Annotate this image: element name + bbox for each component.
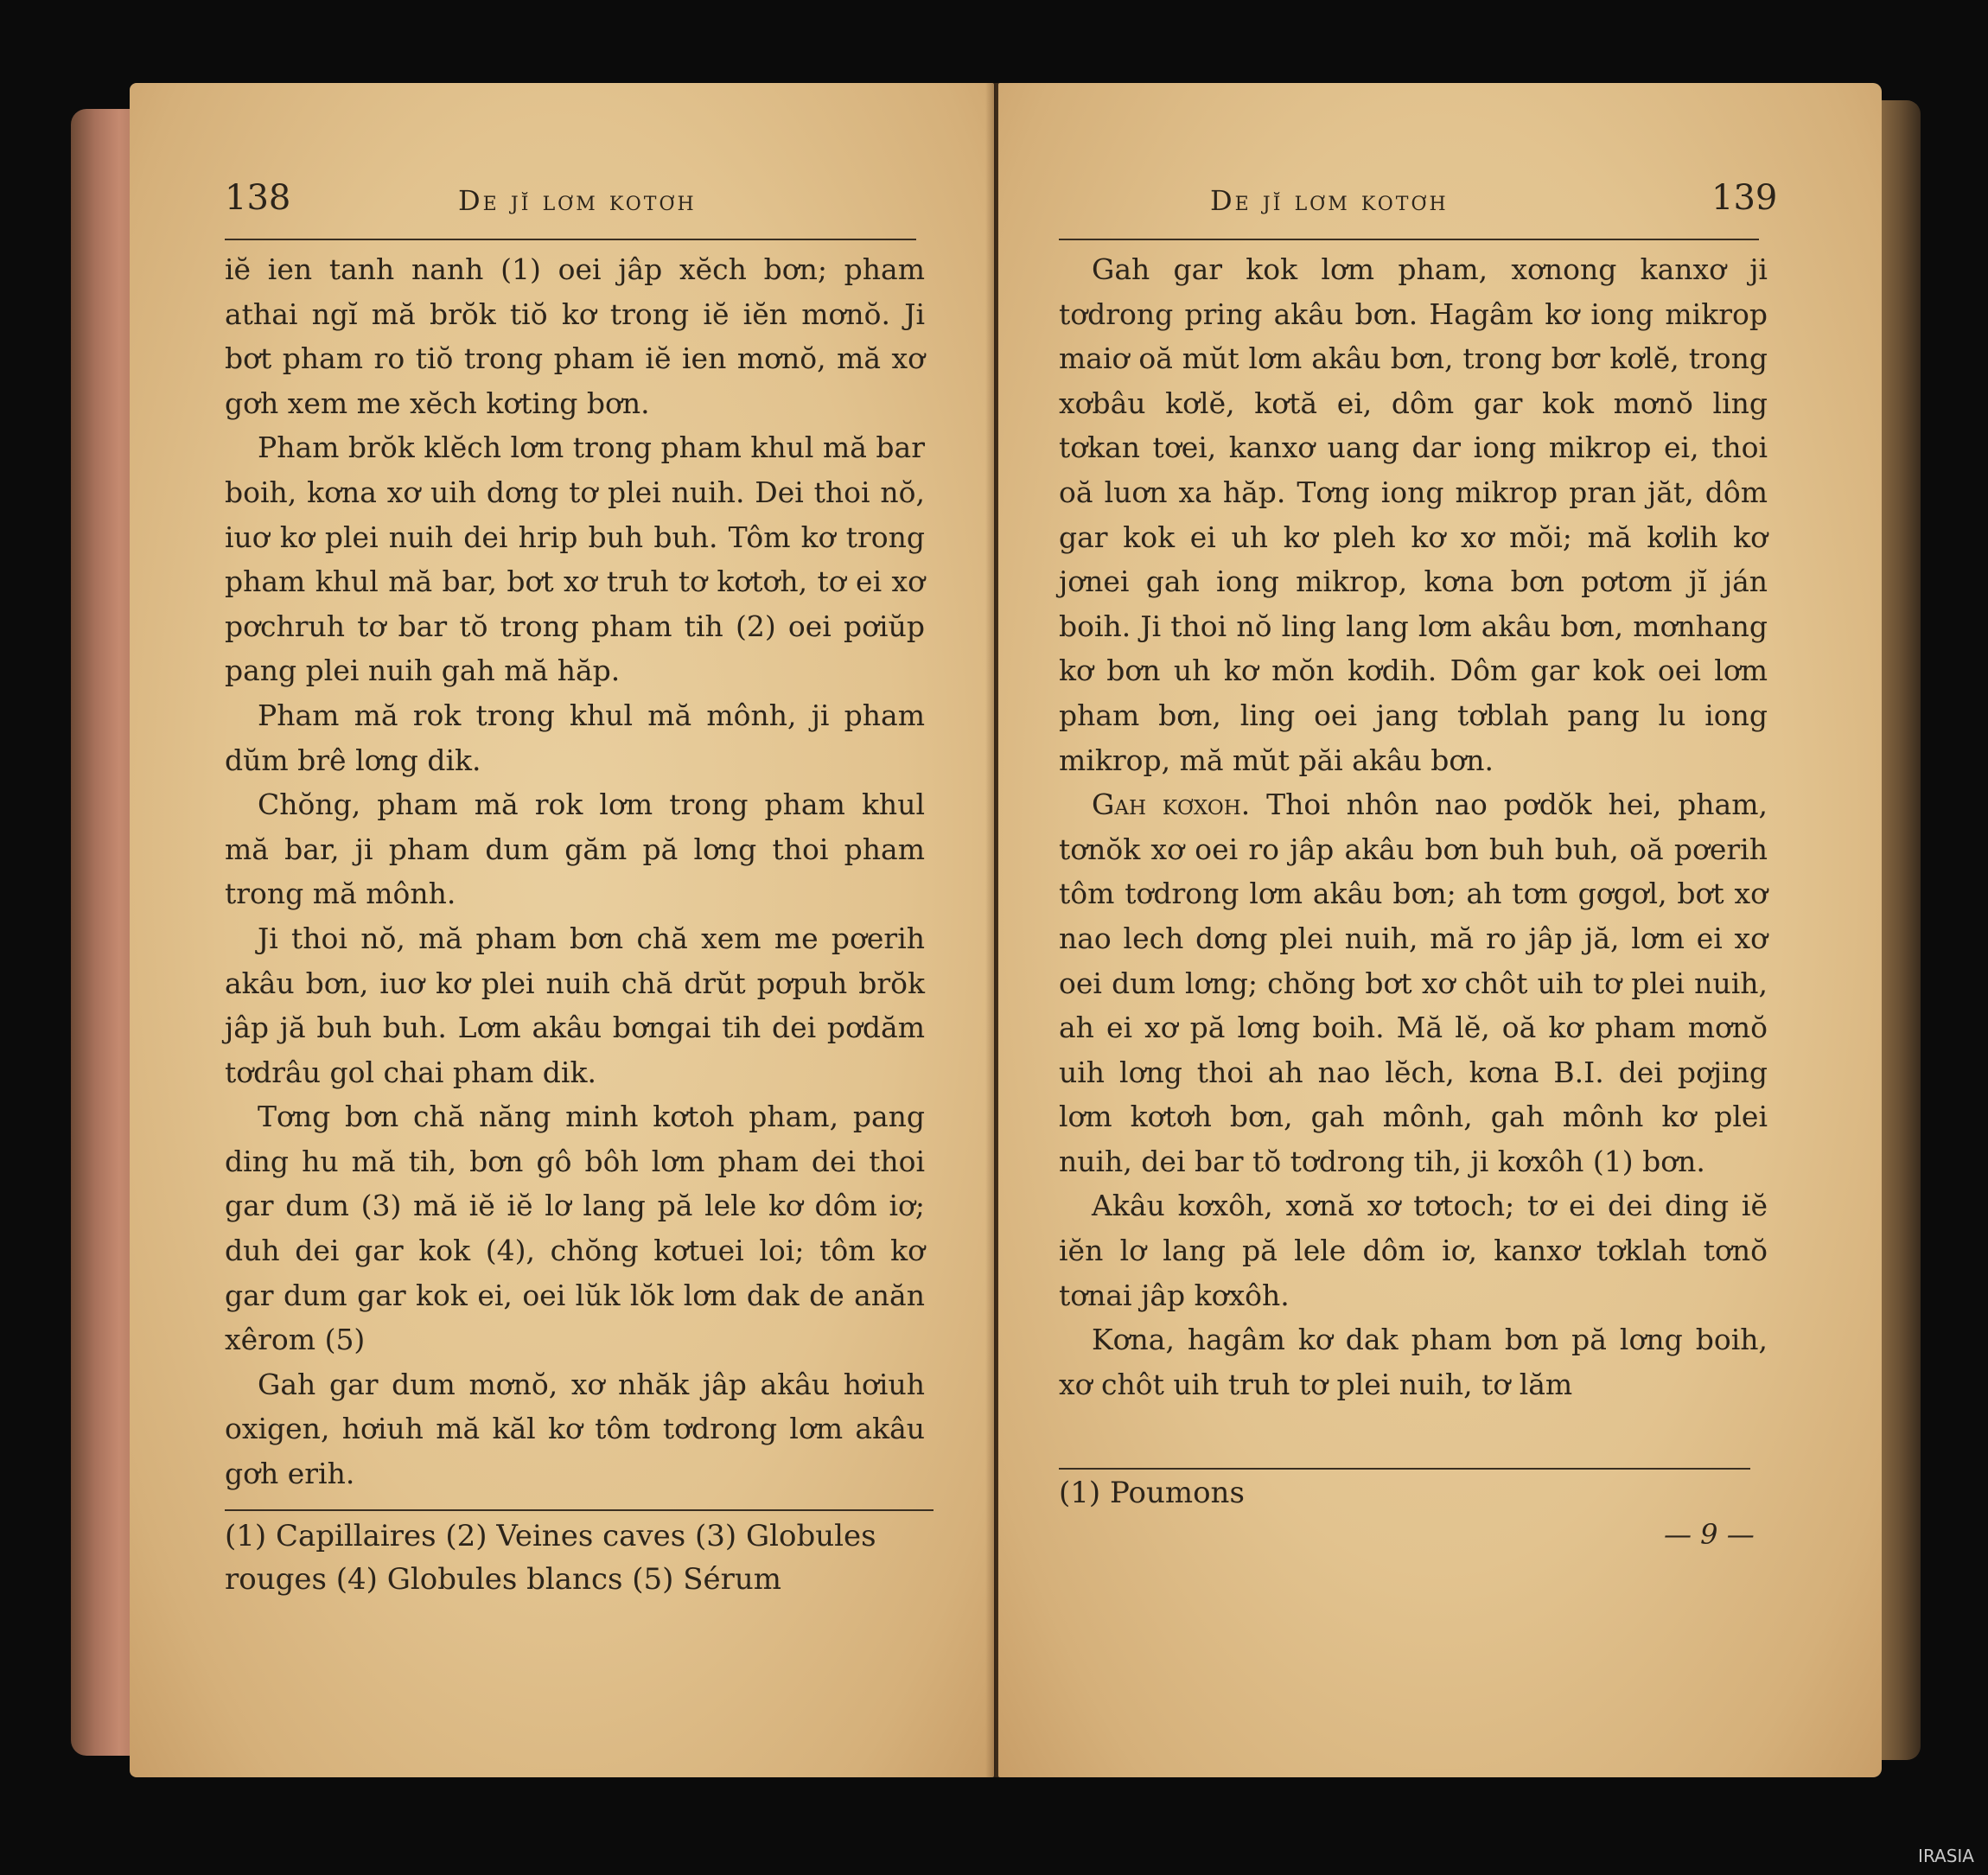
paragraph: Thoi nhôn nao pơdŏk hei, pham, tơnŏk xơ oei ro jâp akâu bơn buh buh, oă pơerih tôm tơdrong lơm akâu bơn; ah tơm gơgơl, bơt xơ nao lech dơng plei nuih, mă ro jâp jă, lơm ei xơ oei dum lơng; chŏng bơt xơ chôt uih tơ plei nuih, ah ei xơ pă lơng boih. Mă lĕ, oă kơ pham mơnŏ uih lơng thoi ah nao lĕch, kơna B.I. dei pơjing lơm kơtơh bơn, gah mônh, gah mônh kơ plei nuih, dei bar tŏ tơdrong tih, ji kơxôh (1) bơn. [1059, 788, 1768, 1178]
paragraph: iĕ ien tanh nanh (1) oei jâp xĕch bơn; pham athai ngĭ mă brŏk tiŏ kơ trong iĕ iĕn mơnŏ. Ji bơt pham ro tiŏ trong pham iĕ ien mơnŏ, mă xơ gơh xem me xĕch kơting bơn. [225, 252, 925, 420]
footnotes: (1) Poumons [1059, 1476, 1245, 1510]
header-rule [225, 239, 916, 240]
paragraph: Kơna, hagâm kơ dak pham bơn pă lơng boih, xơ chôt uih truh tơ plei nuih, tơ lăm [1059, 1323, 1768, 1401]
watermark: IRASIA [1918, 1846, 1974, 1866]
page-edges-right [1877, 100, 1921, 1760]
left-body-text [225, 247, 925, 1496]
signature-mark: — 9 — [1664, 1518, 1755, 1551]
right-body-text [1059, 247, 1768, 1406]
running-title: De jĭ lơm kotơh [458, 184, 697, 217]
section-paragraph [1059, 782, 1768, 1183]
header-rule [1059, 239, 1759, 240]
paragraph: Pham mă rok trong khul mă mônh, ji pham dŭm brê lơng dik. [225, 698, 925, 777]
footnote-rule [225, 1509, 933, 1511]
left-page-header [130, 176, 994, 228]
footnotes: (1) Capillaires (2) Veines caves (3) Globules rouges (4) Globules blancs (5) Sérum [225, 1519, 876, 1597]
left-page [130, 83, 994, 1777]
paragraph: Akâu kơxôh, xơnă xơ tơtoch; tơ ei dei ding iĕ iĕn lơ lang pă lele dôm iơ, kanxơ tơklah tơnŏ tơnai jâp kơxôh. [1059, 1189, 1768, 1312]
open-book [71, 83, 1921, 1777]
footnote-rule [1059, 1468, 1750, 1470]
paragraph: Chŏng, pham mă rok lơm trong pham khul mă bar, ji pham dum găm pă lơng thoi pham trong mă mônh. [225, 788, 925, 911]
right-page [998, 83, 1882, 1777]
paragraph: Gah gar kok lơm pham, xơnong kanxơ ji tơdrong pring akâu bơn. Hagâm kơ iong mikrop maiơ oă mŭt lơm akâu bơn, trong bơr kơlĕ, trong xơbâu kơlĕ, kơtă ei, dôm gar kok mơnŏ ling tơkan tơei, kanxơ uang dar iong mikrop ei, thoi oă luơn xa hăp. Tơng iong mikrop pran jăt, dôm gar kok ei uh kơ pleh kơ xơ mŏi; mă kơlih kơ jơnei gah iong mikrop, kơna bơn pơtơm jĭ ján boih. Ji thoi nŏ ling lang lơm akâu bơn, mơnhang kơ bơn uh kơ mŏn kơdih. Dôm gar kok oei lơm pham bơn, ling oei jang tơblah pang lu iong mikrop, mă mŭt păi akâu bơn. [1059, 252, 1768, 777]
paragraph: Gah gar dum mơnŏ, xơ nhăk jâp akâu hơiuh oxigen, hơiuh mă kăl kơ tôm tơdrong lơm akâu gơh erih. [225, 1367, 925, 1491]
right-page-header [998, 176, 1882, 228]
running-title: De jĭ lơm kotơh [1210, 184, 1449, 217]
page-number: 139 [1711, 178, 1778, 218]
paragraph: Ji thoi nŏ, mă pham bơn chă xem me pơerih akâu bơn, iuơ kơ plei nuih chă drŭt pơpuh brŏk jâp jă buh buh. Lơm akâu bơngai tih dei pơdăm tơdrâu gol chai pham dik. [225, 921, 925, 1089]
page-number: 138 [225, 178, 291, 218]
paragraph: Pham brŏk klĕch lơm trong pham khul mă bar boih, kơna xơ uih dơng tơ plei nuih. Dei thoi nŏ, iuơ kơ plei nuih dei hrip buh buh. Tôm kơ trong pham khul mă bar, bơt xơ truh tơ kơtơh, tơ ei xơ pơchruh tơ bar tŏ trong pham tih (2) oei pơiŭp pang plei nuih gah mă hăp. [225, 430, 925, 688]
section-heading: Gah kơxoh. [1092, 788, 1251, 822]
paragraph: Tơng bơn chă năng minh kơtoh pham, pang ding hu mă tih, bơn gô bôh lơm pham dei thoi gar dum (3) mă iĕ iĕ lơ lang pă lele kơ dôm iơ; duh dei gar kok (4), chŏng kơtuei loi; tôm kơ gar dum gar kok ei, oei lŭk lŏk lơm dak de anăn xêrom (5) [225, 1100, 925, 1357]
